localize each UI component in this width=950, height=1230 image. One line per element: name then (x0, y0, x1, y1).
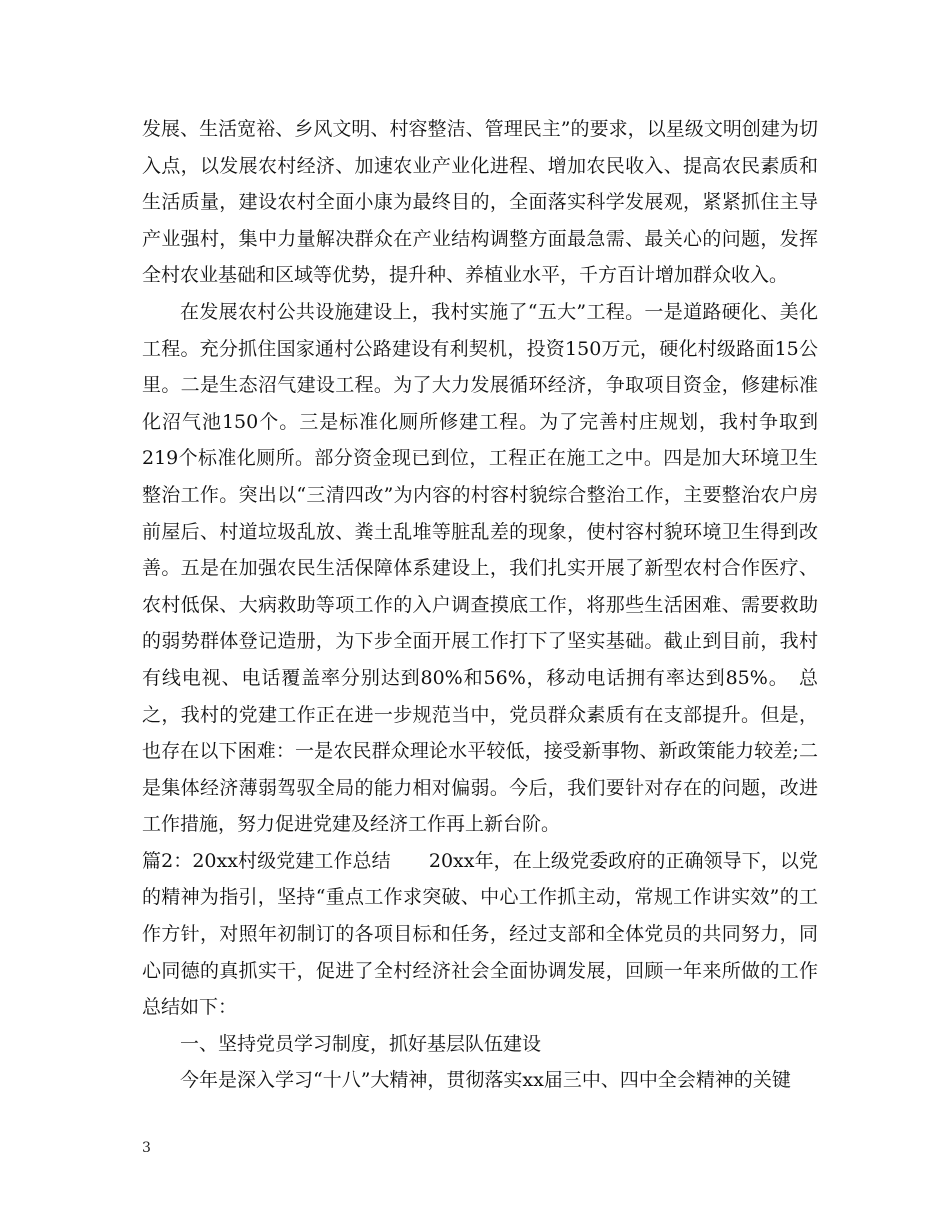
paragraph-1: 发展、生活宽裕、乡风文明、村容整洁、管理民主”的要求，以星级文明创建为切入点，以发展农村经济、加速农业产业化进程、增加农民收入、提高农民素质和生活质量，建设农村全面小康为最终目的，全面落实科学发展观，紧紧抓住主导产业强村，集中力量解决群众在产业结构调整方面最急需、最关心的问题，发挥全村农业基础和区域等优势，提升种、养植业水平，千方百计增加群众收入。 (142, 118, 818, 287)
paragraph-3: 篇2：20xx村级党建工作总结 20xx年，在上级党委政府的正确领导下，以党的精神为指引，坚持“重点工作求突破、中心工作抓主动，常规工作讲实效”的工作方针，对照年初制订的各项目标和任务，经过支部和全体党员的共同努力，同心同德的真抓实干，促进了全村经济社会全面协调发展，回顾一年来所做的工作总结如下： (142, 849, 818, 1019)
paragraph-2: 在发展农村公共设施建设上，我村实施了“五大”工程。一是道路硬化、美化工程。充分抓住国家通村公路建设有利契机，投资150万元，硬化村级路面15公里。二是生态沼气建设工程。为了大力发展循环经济，争取项目资金，修建标准化沼气池150个。三是标准化厕所修建工程。为了完善村庄规划，我村争取到219个标准化厕所。部分资金现已到位，工程正在施工之中。四是加大环境卫生整治工作。突出以“三清四改”为内容的村容村貌综合整治工作，主要整治农户房前屋后、村道垃圾乱放、粪土乱堆等脏乱差的现象，使村容村貌环境卫生得到改善。五是在加强农民生活保障体系建设上，我们扎实开展了新型农村合作医疗、农村低保、大病救助等项工作的入户调查摸底工作，将那些生活困难、需要救助的弱势群体登记造册，为下步全面开展工作打下了坚实基础。截止到目前，我村有线电视、电话覆盖率分别达到80%和56%，移动电话拥有率达到85%。 总之，我村的党建工作正在进一步规范当中，党员群众素质有在支部提升。但是，也存在以下困难：一是农民群众理论水平较低，接受新事物、新政策能力较差;二是集体经济薄弱驾驭全局的能力相对偏弱。今后，我们要针对存在的问题，改进工作措施，努力促进党建及经济工作再上新台阶。 (142, 300, 818, 836)
document-body (142, 111, 818, 1099)
section-heading: 一、坚持党员学习制度，抓好基层队伍建设 (180, 1032, 542, 1055)
paragraph-4: 今年是深入学习“十八”大精神，贯彻落实xx届三中、四中全会精神的关键 (180, 1069, 791, 1092)
page-number: 3 (142, 1140, 151, 1156)
